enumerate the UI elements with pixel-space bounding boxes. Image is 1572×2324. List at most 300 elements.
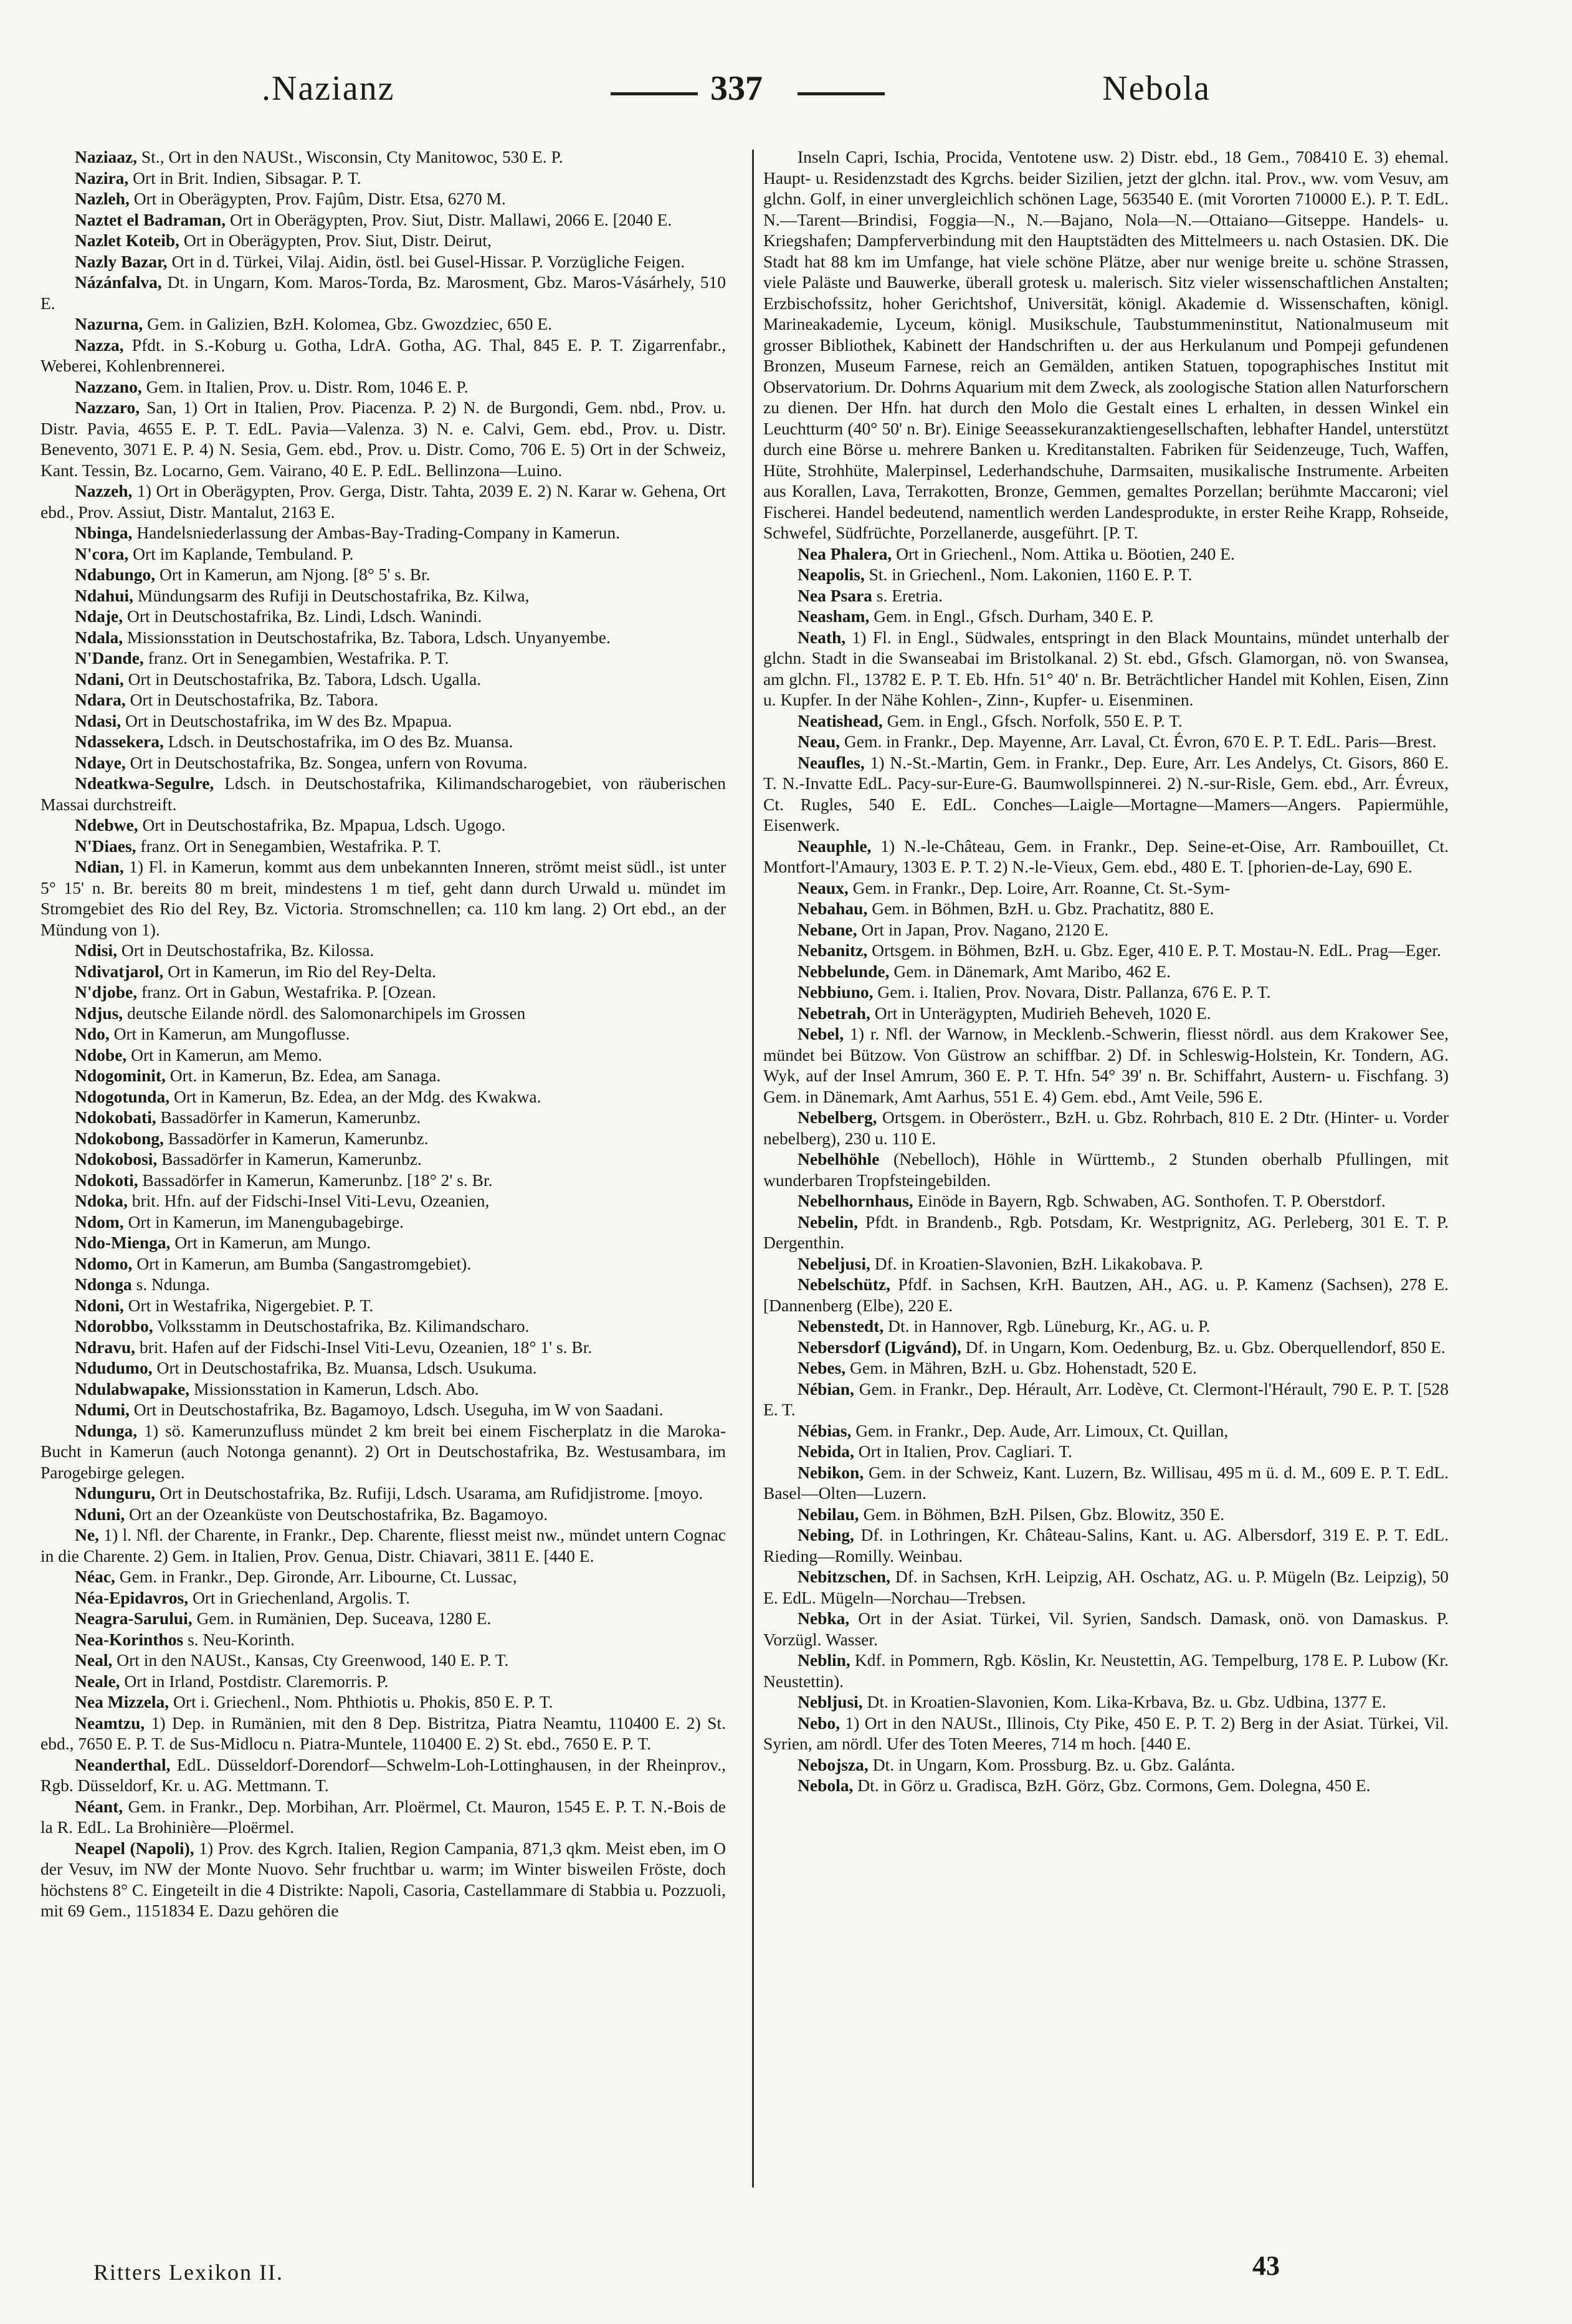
entry-headword: Nea Phalera, bbox=[798, 543, 892, 563]
dictionary-entry bbox=[40, 961, 726, 982]
entry-headword: Ndahui, bbox=[75, 585, 134, 605]
page-header bbox=[0, 69, 1572, 137]
entry-text: Ort in Kamerun, am Njong. [8° 5' s. Br. bbox=[160, 565, 431, 584]
entry-headword: Nébian, bbox=[798, 1379, 854, 1399]
entry-headword: Ndumi, bbox=[75, 1400, 130, 1419]
entry-text: 1) Fl. in Kamerun, kommt aus dem unbekannten Inneren, strömt meist südl., ist unter 5° 15' n. Br. bereits 80 m breit, mindestens 1 m tief, geht dann durch Urwald u. mündet im Stromgebiet des Rio del Rey, Bz. Victoria. Stromschnellen; ca. 110 km lang. 2) Ort ebd., an der Mündung von 1). bbox=[40, 857, 726, 939]
dictionary-entry bbox=[40, 710, 726, 732]
entry-headword: Nebola, bbox=[798, 1776, 854, 1795]
entry-text: Bassadörfer in Kamerun, Kamerunbz. bbox=[160, 1107, 421, 1127]
dictionary-entry bbox=[40, 1295, 726, 1316]
dictionary-entry bbox=[763, 731, 1449, 752]
dictionary-entry bbox=[763, 1441, 1449, 1462]
dictionary-entry bbox=[40, 1566, 726, 1587]
dictionary-entry bbox=[40, 815, 726, 836]
entry-headword: Ndokobati, bbox=[75, 1107, 156, 1127]
entry-text: Ort in Italien, Prov. Cagliari. T. bbox=[858, 1442, 1072, 1461]
entry-headword: Ndo, bbox=[75, 1024, 110, 1043]
entry-text: Ldsch. in Deutschostafrika, Kilimandscharogebiet, von räuberischen Massai durchstreift. bbox=[40, 773, 726, 814]
dictionary-entry bbox=[763, 1253, 1449, 1274]
dictionary-entry bbox=[40, 335, 726, 376]
entry-headword: Nazzeh, bbox=[75, 481, 133, 500]
entry-headword: Nebilau, bbox=[798, 1504, 859, 1524]
entry-headword: Neapel (Napoli), bbox=[75, 1838, 194, 1858]
dictionary-entry bbox=[40, 669, 726, 690]
entry-headword: Nazira, bbox=[75, 168, 129, 188]
dictionary-entry bbox=[763, 146, 1449, 543]
dictionary-entry bbox=[40, 1316, 726, 1337]
dictionary-entry bbox=[763, 877, 1449, 899]
dictionary-entry bbox=[40, 1796, 726, 1838]
entry-text: Df. in Lothringen, Kr. Château-Salins, Kant. u. AG. Albersdorf, 319 E. P. T. EdL. Rieding—Romilly. Weinbau. bbox=[763, 1525, 1449, 1566]
entry-text: 1) sö. Kamerunzufluss mündet 2 km breit bei einem Fischerplatz in die Maroka-Bucht in Kamerun (auch Notonga genannt). 2) Ort in Deutschostafrika, Bz. Westusambara, im Parogebirge gelegen. bbox=[40, 1420, 726, 1482]
entry-headword: Ndomo, bbox=[75, 1253, 133, 1273]
footer-book-title: Ritters Lexikon II. bbox=[93, 2260, 283, 2285]
entry-text: Ort in Deutschostafrika, Bz. Muansa, Ldsch. Usukuma. bbox=[156, 1358, 537, 1377]
entry-text: Gem. in der Schweiz, Kant. Luzern, Bz. Willisau, 495 m ü. d. M., 609 E. P. T. EdL. Basel—Olten—Luzern. bbox=[763, 1462, 1449, 1503]
dictionary-entry bbox=[40, 230, 726, 251]
entry-headword: Néant, bbox=[75, 1796, 123, 1816]
dictionary-entry bbox=[763, 961, 1449, 982]
entry-headword: Neapolis, bbox=[798, 565, 865, 584]
entry-text: Ort. in Kamerun, Bz. Edea, am Sanaga. bbox=[169, 1066, 441, 1085]
entry-text: Ort in Japan, Prov. Nagano, 2120 E. bbox=[861, 919, 1109, 939]
entry-text: (Nebelloch), Höhle in Württemb., 2 Stunden oberhalb Pfullingen, mit wunderbaren Tropfsteingebilden. bbox=[763, 1149, 1449, 1190]
dictionary-entry bbox=[40, 564, 726, 585]
entry-headword: Neagra-Sarului, bbox=[75, 1609, 193, 1628]
entry-text: Ort in Kamerun, Bz. Edea, an der Mdg. des Kwakwa. bbox=[173, 1086, 541, 1106]
left-column bbox=[40, 146, 726, 2197]
entry-text: Ort in Kamerun, im Manengubagebirge. bbox=[128, 1212, 404, 1231]
entry-headword: Nazly Bazar, bbox=[75, 251, 168, 271]
dictionary-entry bbox=[763, 919, 1449, 940]
entry-headword: Ndaje, bbox=[75, 606, 123, 626]
entry-headword: Nazza, bbox=[75, 335, 124, 355]
entry-headword: Nea Psara bbox=[798, 585, 872, 605]
dictionary-entry bbox=[40, 940, 726, 961]
entry-text: Ort in Deutschostafrika, Bz. Tabora. bbox=[130, 690, 379, 709]
entry-text: Gem. in Engl., Gfsch. Durham, 340 E. P. bbox=[874, 606, 1154, 626]
entry-text: Inseln Capri, Ischia, Procida, Ventotene usw. 2) Distr. ebd., 18 Gem., 708410 E. 3) ehemal. Haupt- u. Residenzstadt des Kgrchs. beider Sizilien, jetzt der glchn. ital. Prov., ww. vom Vesuv, am glchn. Golf, in einer unvergleichlich schönen Lage, 563540 E. (mit Vororten 710000 E.). P. T. EdL. N.—Tarent—Brindisi, Foggia—N., N.—Bajano, Nola—N.—Ottaiano—Gitseppe. Handels- u. Kriegshafen; Dampferverbindung mit den Hauptstädten des Mittelmeers u. nach Ostasien. DK. Die Stadt hat 88 km im Umfange, hat viele schöne Plätze, aber nur wenige breite u. schöne Strassen, viele Paläste und Bauwerke, überall grotesk u. malerisch. Sitz vieler wissenschaftlichen Anstalten; Erzbischofssitz, hoher Gerichtshof, Universität, königl. Akademie d. Wissenschaften, königl. Marineakademie, Lyceum, königl. Musikschule, Taubstummeninstitut, Nationalmuseum mit grosser Bibliothek, Kabinett der Handschriften u. der aus Herkulanum und Pompeji gefundenen Bronzen, Museum Farnese, reich an Gemälden, antiken Statuen, topographisches Institut mit Observatorium. Dr. Dohrns Aquarium mit dem Zweck, als zoologische Station allen Naturforschern zu dienen. Der Hfn. hat durch den Molo die Gestalt eines L erhalten, in dessen Winkel ein Leuchtturm (40° 50' n. Br). Einige Seeassekuranzaktiengesellschaften, lebhafter Handel, unterstützt durch eine Börse u. mehrere Banken u. Kreditanstalten. Fabriken für Seidenzeuge, Tuch, Waffen, Hüte, Strohhüte, Malerpinsel, Lederhandschuhe, Darmsaiten, musikalische Instrumente. Arbeiten aus Korallen, Lava, Terrakotten, Bronze, Gemmen, gemaltes Porzellan; berühmte Maccaroni; viel Fischerei. Handel bedeutend, namentlich werden Landesprodukte, in erster Reihe Krapp, Rohseide, Schwefel, Südfrüchte, Porzellanerde, ausgeführt. [P. T. bbox=[763, 147, 1449, 542]
entry-text: Ort i. Griechenl., Nom. Phthiotis u. Phokis, 850 E. P. T. bbox=[173, 1692, 553, 1711]
dictionary-entry bbox=[40, 1086, 726, 1107]
entry-text: 1) r. Nfl. der Warnow, in Mecklenb.-Schwerin, fliesst nördl. aus dem Krakower See, mündet bei Bützow. Von Güstrow an schiffbar. 2) Df. in Schleswig-Holstein, Kr. Tondern, AG. Wyk, auf der Insel Amrum, 360 E. P. T. Hfn. 54° 39' n. Br. Schiffahrt, Austern- u. Fischfang. 3) Gem. in Dänemark, Amt Aarhus, 551 E. 4) Gem. ebd., Amt Veile, 596 E. bbox=[763, 1024, 1449, 1106]
entry-headword: Ndeatkwa-Segulre, bbox=[75, 773, 214, 793]
dictionary-entry bbox=[763, 627, 1449, 710]
entry-text: Gem. in Frankr., Dep. Aude, Arr. Limoux, Ct. Quillan, bbox=[855, 1420, 1229, 1440]
entry-text: Ort in Kamerun, am Memo. bbox=[131, 1045, 323, 1064]
entry-headword: Nazlet Koteib, bbox=[75, 231, 180, 250]
dictionary-entry bbox=[40, 1399, 726, 1420]
dictionary-entry bbox=[763, 543, 1449, 565]
entry-text: Gem. in Frankr., Dep. Gironde, Arr. Libourne, Ct. Lussac, bbox=[119, 1567, 517, 1586]
page-number: 337 bbox=[710, 69, 763, 108]
dictionary-entry bbox=[40, 689, 726, 710]
entry-text: Ortsgem. in Böhmen, BzH. u. Gbz. Eger, 410 E. P. T. Mostau-N. EdL. Prag—Eger. bbox=[872, 940, 1441, 960]
entry-headword: Naztet el Badraman, bbox=[75, 209, 226, 229]
dictionary-entry bbox=[40, 313, 726, 335]
dictionary-entry bbox=[40, 731, 726, 752]
entry-headword: Ndonga bbox=[75, 1274, 132, 1294]
dictionary-entry bbox=[763, 1566, 1449, 1608]
entry-headword: Nebetrah, bbox=[798, 1003, 870, 1023]
entry-headword: Nebo, bbox=[798, 1713, 840, 1733]
dictionary-entry bbox=[763, 1650, 1449, 1691]
entry-text: 1) Ort in Oberägypten, Prov. Gerga, Distr. Tahta, 2039 E. 2) N. Karar w. Gehena, Ort ebd., Prov. Assiut, Distr. Mantalut, 2163 E. bbox=[40, 481, 726, 522]
dictionary-entry bbox=[40, 522, 726, 543]
entry-text: Df. in Kroatien-Slavonien, BzH. Likakobava. P. bbox=[874, 1253, 1203, 1273]
entry-text: 1) l. Nfl. der Charente, in Frankr., Dep. Charente, fliesst meist nw., mündet untern Cognac in die Charente. 2) Gem. in Italien, Prov. Genua, Distr. Chiavari, 3811 E. [440 E. bbox=[40, 1525, 726, 1566]
entry-headword: Ndani, bbox=[75, 669, 124, 689]
entry-text: deutsche Eilande nördl. des Salomonarchipels im Grossen bbox=[127, 1003, 526, 1023]
entry-text: Gem. in Böhmen, BzH. u. Gbz. Prachatitz, 880 E. bbox=[872, 899, 1214, 918]
entry-text: 1) N.-le-Château, Gem. in Frankr., Dep. Seine-et-Oise, Arr. Rambouillet, Ct. Montfort-l'Amaury, 1303 E. P. T. 2) N.-le-Vieux, Gem. ebd., 480 E. T. [phorien-de-Lay, 690 E. bbox=[763, 836, 1449, 876]
dictionary-entry bbox=[763, 1190, 1449, 1212]
entry-text: franz. Ort in Senegambien, Westafrika. P. T. bbox=[140, 836, 442, 856]
header-last-entry: Nebola bbox=[1102, 69, 1211, 108]
entry-text: brit. Hafen auf der Fidschi-Insel Viti-Levu, Ozeanien, 18° 1' s. Br. bbox=[139, 1337, 593, 1357]
entry-headword: Ndasi, bbox=[75, 710, 121, 730]
dictionary-entry bbox=[763, 1713, 1449, 1754]
entry-text: Ort in Kamerun, am Mungoflusse. bbox=[113, 1024, 350, 1043]
entry-headword: Ndoka, bbox=[75, 1191, 128, 1210]
entry-headword: Nebahau, bbox=[798, 899, 868, 918]
entry-headword: N'Diaes, bbox=[75, 836, 136, 856]
entry-headword: Neanderthal, bbox=[75, 1754, 171, 1774]
dictionary-entry bbox=[763, 1337, 1449, 1358]
entry-text: Handelsniederlassung der Ambas-Bay-Trading-Company in Kamerun. bbox=[136, 523, 621, 542]
entry-headword: N'Dande, bbox=[75, 648, 144, 667]
dictionary-entry bbox=[40, 543, 726, 565]
dictionary-entry bbox=[40, 1691, 726, 1713]
entry-headword: Nebanitz, bbox=[798, 940, 868, 960]
entry-text: Ort in der Asiat. Türkei, Vil. Syrien, Sandsch. Damask, onö. von Damaskus. P. Vorzügl. Wasser. bbox=[763, 1609, 1449, 1649]
column-divider bbox=[752, 150, 754, 2188]
dictionary-entry bbox=[40, 272, 726, 313]
entry-headword: Neal, bbox=[75, 1650, 113, 1670]
entry-text: s. Neu-Korinth. bbox=[188, 1629, 295, 1649]
entry-text: Gem. in Italien, Prov. u. Distr. Rom, 1046 E. P. bbox=[146, 376, 469, 396]
dictionary-entry bbox=[763, 1212, 1449, 1253]
entry-text: Gem. in Frankr., Dep. Mayenne, Arr. Laval, Ct. Évron, 670 E. P. T. EdL. Paris—Brest. bbox=[844, 732, 1437, 751]
entry-text: Ort in Oberägypten, Prov. Siut, Distr. Deirut, bbox=[183, 231, 492, 250]
entry-headword: Ndunguru, bbox=[75, 1483, 156, 1503]
entry-headword: Nebeljusi, bbox=[798, 1253, 870, 1273]
entry-headword: Neatishead, bbox=[798, 710, 883, 730]
header-dash-left bbox=[611, 92, 698, 95]
dictionary-entry bbox=[40, 481, 726, 522]
right-column bbox=[763, 146, 1449, 2197]
dictionary-entry bbox=[40, 376, 726, 398]
header-first-entry: .Nazianz bbox=[262, 69, 395, 108]
entry-headword: Neauphle, bbox=[798, 836, 872, 856]
entry-text: Ort in Kamerun, am Mungo. bbox=[174, 1233, 371, 1252]
entry-headword: Ndobe, bbox=[75, 1045, 127, 1064]
dictionary-entry bbox=[763, 1608, 1449, 1650]
entry-text: Ort in Westafrika, Nigergebiet. P. T. bbox=[128, 1295, 374, 1315]
dictionary-entry bbox=[763, 585, 1449, 606]
entry-text: Ort in Griechenland, Argolis. T. bbox=[192, 1587, 411, 1607]
dictionary-entry bbox=[763, 752, 1449, 836]
entry-text: St. in Griechenl., Nom. Lakonien, 1160 E. P. T. bbox=[869, 565, 1193, 584]
entry-text: Gem. in Dänemark, Amt Maribo, 462 E. bbox=[893, 961, 1171, 981]
entry-text: Ort in Deutschostafrika, Bz. Songea, unfern von Rovuma. bbox=[130, 752, 528, 772]
dictionary-entry bbox=[40, 1003, 726, 1024]
entry-text: Ort in Unterägypten, Mudirieh Beheveh, 1020 E. bbox=[874, 1003, 1211, 1023]
entry-headword: Nebane, bbox=[798, 919, 857, 939]
entry-text: Df. in Ungarn, Kom. Oedenburg, Bz. u. Gbz. Oberquellendorf, 850 E. bbox=[965, 1337, 1446, 1357]
entry-text: Volksstamm in Deutschostafrika, Bz. Kilimandscharo. bbox=[156, 1316, 530, 1336]
dictionary-entry bbox=[40, 1212, 726, 1233]
entry-text: Mündungsarm des Rufiji in Deutschostafrika, Bz. Kilwa, bbox=[137, 585, 530, 605]
entry-headword: Nazzaro, bbox=[75, 398, 140, 417]
dictionary-entry bbox=[763, 1316, 1449, 1337]
dictionary-entry bbox=[40, 1483, 726, 1504]
dictionary-entry bbox=[40, 251, 726, 272]
entry-headword: Naziaaz, bbox=[75, 147, 138, 166]
entry-headword: Nebelberg, bbox=[798, 1107, 877, 1127]
entry-headword: Nebljusi, bbox=[798, 1692, 863, 1711]
dictionary-entry bbox=[763, 1023, 1449, 1107]
dictionary-entry bbox=[40, 627, 726, 648]
entry-text: Ort in Deutschostafrika, Bz. Tabora, Ldsch. Ugalla. bbox=[128, 669, 482, 689]
entry-headword: Neale, bbox=[75, 1671, 120, 1691]
dictionary-entry bbox=[763, 1775, 1449, 1796]
entry-text: Missionsstation in Kamerun, Ldsch. Abo. bbox=[194, 1379, 479, 1399]
entry-text: Bassadörfer in Kamerun, Kamerunbz. [18° 2' s. Br. bbox=[142, 1170, 493, 1190]
entry-text: San, 1) Ort in Italien, Prov. Piacenza. P. 2) N. de Burgondi, Gem. nbd., Prov. u. Distr. Pavia, 4655 E. P. T. EdL. Pavia—Valenza. 3) N. e. Calvi, Gem. ebd., Prov. u. Distr. Benevento, 3071 E. P. 4) N. Sesia, Gem. ebd., Prov. u. Distr. Como, 706 E. 5) Ort in der Schweiz, Kant. Tessin, Bz. Locarno, Gem. Vairano, 40 E. P. EdL. Bellinzona—Luino. bbox=[40, 398, 726, 480]
entry-text: Dt. in Ungarn, Kom. Maros-Torda, Bz. Marosment, Gbz. Maros-Vásárhely, 510 E. bbox=[40, 272, 726, 313]
dictionary-entry bbox=[763, 1691, 1449, 1713]
dictionary-entry bbox=[40, 1587, 726, 1609]
entry-text: Ort in Deutschostafrika, Bz. Rufiji, Ldsch. Usarama, am Rufidjistrome. [moyo. bbox=[160, 1483, 703, 1503]
dictionary-entry bbox=[40, 1671, 726, 1692]
entry-headword: Ne, bbox=[75, 1525, 99, 1544]
entry-text: s. Ndunga. bbox=[136, 1274, 210, 1294]
entry-headword: Neasham, bbox=[798, 606, 870, 626]
entry-headword: Neaufles, bbox=[798, 752, 865, 772]
entry-headword: Nebing, bbox=[798, 1525, 854, 1544]
dictionary-entry bbox=[40, 1274, 726, 1295]
entry-text: 1) Fl. in Engl., Südwales, entspringt in den Black Mountains, mündet unterhalb der glchn. Stadt in die Swanseabai im Bristolkanal. 2) St. ebd., Gfsch. Glamorgan, nö. von Swansea, am glchn. Fl., 13782 E. P. T. Eb. Hfn. 51° 40' n. Br. Beträchtlicher Handel mit Kohlen, Eisen, Zinn u. Kupfer. In der Nähe Kohlen-, Zinn-, Kupfer- u. Eisenminen. bbox=[763, 627, 1449, 709]
entry-text: Ort in Griechenl., Nom. Attika u. Böotien, 240 E. bbox=[896, 543, 1235, 563]
entry-text: Ort in Kamerun, im Rio del Rey-Delta. bbox=[168, 961, 436, 981]
entry-text: Ort in Irland, Postdistr. Claremorris. P. bbox=[124, 1671, 389, 1691]
entry-headword: Neau, bbox=[798, 732, 840, 751]
entry-text: Gem. in Mähren, BzH. u. Gbz. Hohenstadt, 520 E. bbox=[850, 1358, 1197, 1377]
dictionary-entry bbox=[40, 1128, 726, 1149]
entry-headword: Nebenstedt, bbox=[798, 1316, 884, 1336]
entry-headword: Nebelschütz, bbox=[798, 1274, 890, 1294]
entry-headword: Nebikon, bbox=[798, 1462, 864, 1482]
entry-text: Dt. in Görz u. Gradisca, BzH. Görz, Gbz. Cormons, Gem. Dolegna, 450 E. bbox=[857, 1776, 1371, 1795]
dictionary-entry bbox=[763, 1420, 1449, 1442]
entry-headword: N'djobe, bbox=[75, 982, 138, 1002]
entry-headword: Ndom, bbox=[75, 1212, 124, 1231]
dictionary-entry bbox=[40, 1232, 726, 1253]
entry-headword: Ndorobbo, bbox=[75, 1316, 153, 1336]
entry-headword: Néa-Epidavros, bbox=[75, 1587, 189, 1607]
entry-text: 1) Prov. des Kgrch. Italien, Region Campania, 871,3 qkm. Meist eben, im O der Vesuv, im NW der Monte Nuovo. Sehr fruchtbar u. warm; im Winter bisweilen Fröste, doch höchstens 8° C. Eingeteilt in die 4 Distrikte: Napoli, Casoria, Castellammare di Stabbia u. Pozzuoli, mit 69 Gem., 1151834 E. Dazu gehören die bbox=[40, 1838, 726, 1920]
entry-text: Gem. in Frankr., Dep. Hérault, Arr. Lodève, Ct. Clermont-l'Hérault, 790 E. P. T. [528 E. T. bbox=[763, 1379, 1449, 1419]
entry-text: 1) Ort in den NAUSt., Illinois, Cty Pike, 450 E. P. T. 2) Berg in der Asiat. Türkei, Vil. Syrien, am nördl. Ufer des Toten Meeres, 714 m hoch. [440 E. bbox=[763, 1713, 1449, 1753]
dictionary-entry bbox=[40, 1023, 726, 1045]
entry-headword: Nebbiuno, bbox=[798, 982, 874, 1002]
dictionary-entry bbox=[763, 1754, 1449, 1776]
entry-text: St., Ort in den NAUSt., Wisconsin, Cty Manitowoc, 530 E. P. bbox=[141, 147, 563, 166]
entry-headword: Nebersdorf (Ligvánd), bbox=[798, 1337, 961, 1357]
entry-text: Dt. in Ungarn, Kom. Prossburg. Bz. u. Gbz. Galánta. bbox=[872, 1754, 1236, 1774]
entry-text: Gem. in Frankr., Dep. Morbihan, Arr. Ploërmel, Ct. Mauron, 1545 E. P. T. N.-Bois de la R. EdL. La Brohinière—Ploërmel. bbox=[40, 1796, 726, 1837]
entry-headword: Nebelhornhaus, bbox=[798, 1191, 913, 1210]
entry-text: Gem. in Galizien, BzH. Kolomea, Gbz. Gwozdziec, 650 E. bbox=[147, 314, 553, 333]
entry-headword: Ndian, bbox=[75, 857, 124, 876]
entry-text: Missionsstation in Deutschostafrika, Bz. Tabora, Ldsch. Unyanyembe. bbox=[127, 627, 611, 647]
dictionary-entry bbox=[763, 1379, 1449, 1420]
entry-text: Pfdt. in S.-Koburg u. Gotha, LdrA. Gotha, AG. Thal, 845 E. P. T. Zigarrenfabr., Weberei, Kohlenbrennerei. bbox=[40, 335, 726, 375]
entry-headword: Nebbelunde, bbox=[798, 961, 890, 981]
entry-text: Pfdf. in Sachsen, KrH. Bautzen, AH., AG. u. P. Kamenz (Sachsen), 278 E. [Dannenberg (Elbe), 220 E. bbox=[763, 1274, 1449, 1315]
entry-headword: Neblin, bbox=[798, 1650, 850, 1670]
entry-headword: Neaux, bbox=[798, 877, 849, 897]
entry-headword: Názánfalva, bbox=[75, 272, 162, 292]
entry-headword: Nébias, bbox=[798, 1420, 852, 1440]
entry-text: Ort in Deutschostafrika, Bz. Lindi, Ldsch. Wanindi. bbox=[127, 606, 482, 626]
entry-headword: Nebitzschen, bbox=[798, 1567, 890, 1586]
entry-headword: Ndulabwapake, bbox=[75, 1379, 190, 1399]
dictionary-entry bbox=[763, 940, 1449, 961]
header-dash-right bbox=[798, 92, 885, 95]
entry-text: 1) Dep. in Rumänien, mit den 8 Dep. Bistritza, Piatra Neamtu, 110400 E. 2) St. ebd., 7650 E. P. T. de Sus-Midlocu n. Piatra-Muntele, 110400 E. 2) St. ebd., 7650 E. P. T. bbox=[40, 1713, 726, 1753]
entry-headword: Nebojsza, bbox=[798, 1754, 869, 1774]
entry-headword: Nebida, bbox=[798, 1442, 854, 1461]
entry-headword: Nebka, bbox=[798, 1609, 850, 1628]
entry-headword: Ndassekera, bbox=[75, 732, 164, 751]
entry-headword: Ndravu, bbox=[75, 1337, 136, 1357]
entry-headword: Ndala, bbox=[75, 627, 123, 647]
entry-headword: Nazzano, bbox=[75, 376, 142, 396]
dictionary-entry bbox=[40, 856, 726, 940]
dictionary-entry bbox=[763, 1504, 1449, 1525]
entry-text: Ort in Brit. Indien, Sibsagar. P. T. bbox=[133, 168, 361, 188]
entry-text: Ort in Oberägypten, Prov. Fajûm, Distr. Etsa, 6270 M. bbox=[133, 189, 506, 208]
dictionary-entry bbox=[40, 648, 726, 669]
entry-headword: Nebelin, bbox=[798, 1212, 859, 1231]
entry-text: Gem. in Böhmen, BzH. Pilsen, Gbz. Blowitz, 350 E. bbox=[863, 1504, 1225, 1524]
dictionary-entry bbox=[40, 1065, 726, 1086]
dictionary-entry bbox=[40, 209, 726, 231]
entry-text: Gem. i. Italien, Prov. Novara, Distr. Pallanza, 676 E. P. T. bbox=[877, 982, 1271, 1002]
dictionary-entry bbox=[40, 1337, 726, 1358]
entry-headword: Ndunga, bbox=[75, 1420, 138, 1440]
entry-text: Df. in Sachsen, KrH. Leipzig, AH. Oschatz, AG. u. P. Mügeln (Bz. Leipzig), 50 E. EdL. Mügeln—Norchau—Trebsen. bbox=[763, 1567, 1449, 1607]
dictionary-entry bbox=[40, 1838, 726, 1921]
dictionary-entry bbox=[40, 188, 726, 209]
entry-text: 1) N.-St.-Martin, Gem. in Frankr., Dep. Eure, Arr. Les Andelys, Ct. Gisors, 860 E. T. N.-Invatte EdL. Pacy-sur-Eure-G. Baumwollspinnerei. 2) N.-sur-Risle, Gem. ebd., Arr. Évreux, Ct. Rugles, 540 E. EdL. Conches—Laigle—Mortagne—Mamers—Angers. Papiermühle, Eisenwerk. bbox=[763, 752, 1449, 834]
entry-headword: Ndokobosi, bbox=[75, 1149, 158, 1169]
entry-headword: Nebel, bbox=[798, 1024, 844, 1043]
entry-text: Kdf. in Pommern, Rgb. Köslin, Kr. Neustettin, AG. Tempelburg, 178 E. P. Lubow (Kr. Neustettin). bbox=[763, 1650, 1449, 1691]
dictionary-entry bbox=[40, 1379, 726, 1400]
entry-text: Ort in Oberägypten, Prov. Siut, Distr. Mallawi, 2066 E. [2040 E. bbox=[229, 209, 672, 229]
entry-headword: Ndogominit, bbox=[75, 1066, 166, 1085]
entry-text: brit. Hfn. auf der Fidschi-Insel Viti-Levu, Ozeanien, bbox=[131, 1191, 490, 1210]
dictionary-entry bbox=[40, 1629, 726, 1650]
entry-text: franz. Ort in Gabun, Westafrika. P. [Ozean. bbox=[141, 982, 436, 1002]
dictionary-entry bbox=[40, 1357, 726, 1379]
dictionary-entry bbox=[763, 836, 1449, 877]
entry-headword: Néac, bbox=[75, 1567, 115, 1586]
entry-headword: Ndebwe, bbox=[75, 815, 138, 834]
dictionary-entry bbox=[763, 564, 1449, 585]
dictionary-entry bbox=[763, 1462, 1449, 1504]
entry-text: Ortsgem. in Oberösterr., BzH. u. Gbz. Rohrbach, 810 E. 2 Dtr. (Hinter- u. Vorder nebelberg), 230 u. 110 E. bbox=[763, 1107, 1449, 1148]
entry-headword: Ndokobong, bbox=[75, 1128, 164, 1148]
entry-text: Ort in Deutschostafrika, Bz. Mpapua, Ldsch. Ugogo. bbox=[142, 815, 506, 834]
entry-headword: Nduni, bbox=[75, 1504, 125, 1524]
dictionary-entry bbox=[763, 1149, 1449, 1190]
dictionary-entry bbox=[40, 1045, 726, 1066]
dictionary-entry bbox=[40, 1190, 726, 1212]
entry-headword: Nebelhöhle bbox=[798, 1149, 880, 1169]
entry-text: Ort im Kaplande, Tembuland. P. bbox=[133, 543, 354, 563]
entry-text: Ort an der Ozeanküste von Deutschostafrika, Bz. Bagamoyo. bbox=[129, 1504, 548, 1524]
entry-headword: Ndogotunda, bbox=[75, 1086, 170, 1106]
entry-text: Pfdt. in Brandenb., Rgb. Potsdam, Kr. Westprignitz, AG. Perleberg, 301 E. T. P. Dergenthin. bbox=[763, 1212, 1449, 1252]
entry-text: Ort in Deutschostafrika, Bz. Bagamoyo, Ldsch. Useguha, im W von Saadani. bbox=[133, 1400, 664, 1419]
entry-headword: Nebes, bbox=[798, 1358, 846, 1377]
dictionary-entry bbox=[40, 606, 726, 627]
entry-headword: Nazleh, bbox=[75, 189, 130, 208]
dictionary-entry bbox=[40, 397, 726, 481]
entry-headword: Ndabungo, bbox=[75, 565, 156, 584]
entry-text: Gem. in Engl., Gfsch. Norfolk, 550 E. P. T. bbox=[887, 710, 1183, 730]
entry-headword: Nea-Korinthos bbox=[75, 1629, 184, 1649]
dictionary-entry bbox=[40, 1253, 726, 1274]
dictionary-entry bbox=[40, 1608, 726, 1629]
entry-text: Dt. in Hannover, Rgb. Lüneburg, Kr., AG. u. P. bbox=[888, 1316, 1211, 1336]
dictionary-entry bbox=[40, 1504, 726, 1525]
dictionary-entry bbox=[763, 1107, 1449, 1149]
entry-text: Gem. in Rumänien, Dep. Suceava, 1280 E. bbox=[196, 1609, 492, 1628]
dictionary-entry bbox=[40, 1107, 726, 1128]
dictionary-entry bbox=[40, 836, 726, 857]
dictionary-entry bbox=[40, 1420, 726, 1483]
entry-text: Ort in Deutschostafrika, Bz. Kilossa. bbox=[121, 940, 374, 960]
entry-headword: Ndo-Mienga, bbox=[75, 1233, 171, 1252]
dictionary-entry bbox=[40, 982, 726, 1003]
dictionary-entry bbox=[763, 710, 1449, 732]
dictionary-entry bbox=[40, 168, 726, 189]
entry-headword: Neath, bbox=[798, 627, 846, 647]
entry-headword: Nea Mizzela, bbox=[75, 1692, 169, 1711]
footer-signature: 43 bbox=[1252, 2250, 1280, 2281]
dictionary-entry bbox=[40, 773, 726, 815]
entry-headword: Ndoni, bbox=[75, 1295, 124, 1315]
dictionary-entry bbox=[763, 1274, 1449, 1316]
dictionary-entry bbox=[763, 606, 1449, 627]
entry-text: Ort in Deutschostafrika, im W des Bz. Mpapua. bbox=[125, 710, 452, 730]
entry-text: Ldsch. in Deutschostafrika, im O des Bz. Muansa. bbox=[168, 732, 513, 751]
entry-text: franz. Ort in Senegambien, Westafrika. P. T. bbox=[148, 648, 449, 667]
entry-headword: Ndudumo, bbox=[75, 1358, 153, 1377]
dictionary-entry bbox=[40, 1524, 726, 1566]
entry-text: Einöde in Bayern, Rgb. Schwaben, AG. Sonthofen. T. P. Oberstdorf. bbox=[917, 1191, 1386, 1210]
dictionary-entry bbox=[763, 898, 1449, 919]
entry-text: Ort in Kamerun, am Bumba (Sangastromgebiet). bbox=[136, 1253, 472, 1273]
dictionary-entry bbox=[40, 146, 726, 168]
entry-headword: Ndaye, bbox=[75, 752, 126, 772]
